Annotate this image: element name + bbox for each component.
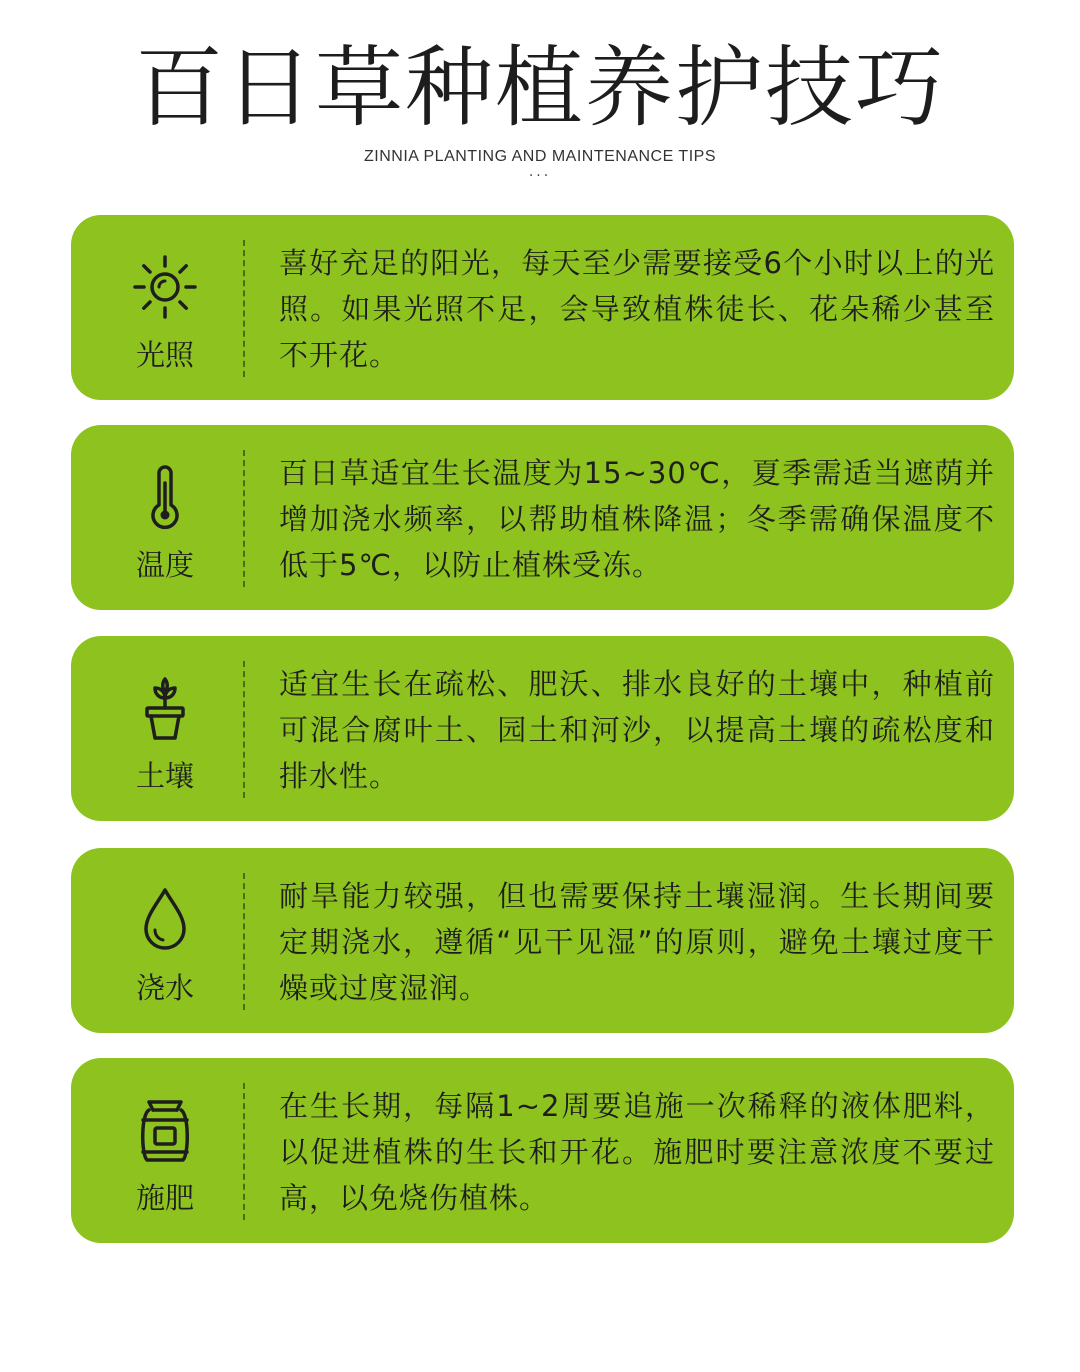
dashed-divider [243,450,245,587]
tip-description: 在生长期，每隔1~2周要追施一次稀释的液体肥料，以促进植株的生长和开花。施肥时要注意浓度不要过高，以免烧伤植株。 [279,1089,995,1215]
dashed-divider [243,873,245,1010]
tip-card-light [71,215,1014,400]
sun-icon [129,251,201,323]
tip-label: 施肥 [135,1181,194,1215]
tip-description: 适宜生长在疏松、肥沃、排水良好的土壤中，种植前可混合腐叶土、园土和河沙，以提高土壤的疏松度和排水性。 [279,667,995,793]
tip-card-temperature [71,425,1014,610]
tip-card-fertilizing [71,1058,1014,1243]
thermometer-icon [129,461,201,533]
tip-label: 温度 [135,548,194,582]
fertilizer-bag-icon [129,1094,201,1166]
tip-description: 耐旱能力较强，但也需要保持土壤湿润。生长期间要定期浇水，遵循“见干见湿”的原则，避免土壤过度干燥或过度湿润。 [279,879,995,1005]
page-title: 百日草种植养护技巧 [134,36,945,139]
dashed-divider [243,661,245,798]
potted-plant-icon [129,672,201,744]
title-dots: ··· [528,168,552,184]
tip-label: 土壤 [135,759,194,793]
tip-description: 百日草适宜生长温度为15~30℃，夏季需适当遮荫并增加浇水频率，以帮助植株降温；冬季需确保温度不低于5℃，以防止植株受冻。 [279,456,995,582]
tip-label: 浇水 [135,971,194,1005]
water-drop-icon [129,884,201,956]
tip-label: 光照 [135,338,194,372]
tip-card-soil [71,636,1014,821]
page-subtitle: ZINNIA PLANTING AND MAINTENANCE TIPS [364,148,716,165]
dashed-divider [243,240,245,377]
tip-description: 喜好充足的阳光，每天至少需要接受6个小时以上的光照。如果光照不足，会导致植株徒长、花朵稀少甚至不开花。 [279,246,995,372]
dashed-divider [243,1083,245,1220]
tip-card-watering [71,848,1014,1033]
